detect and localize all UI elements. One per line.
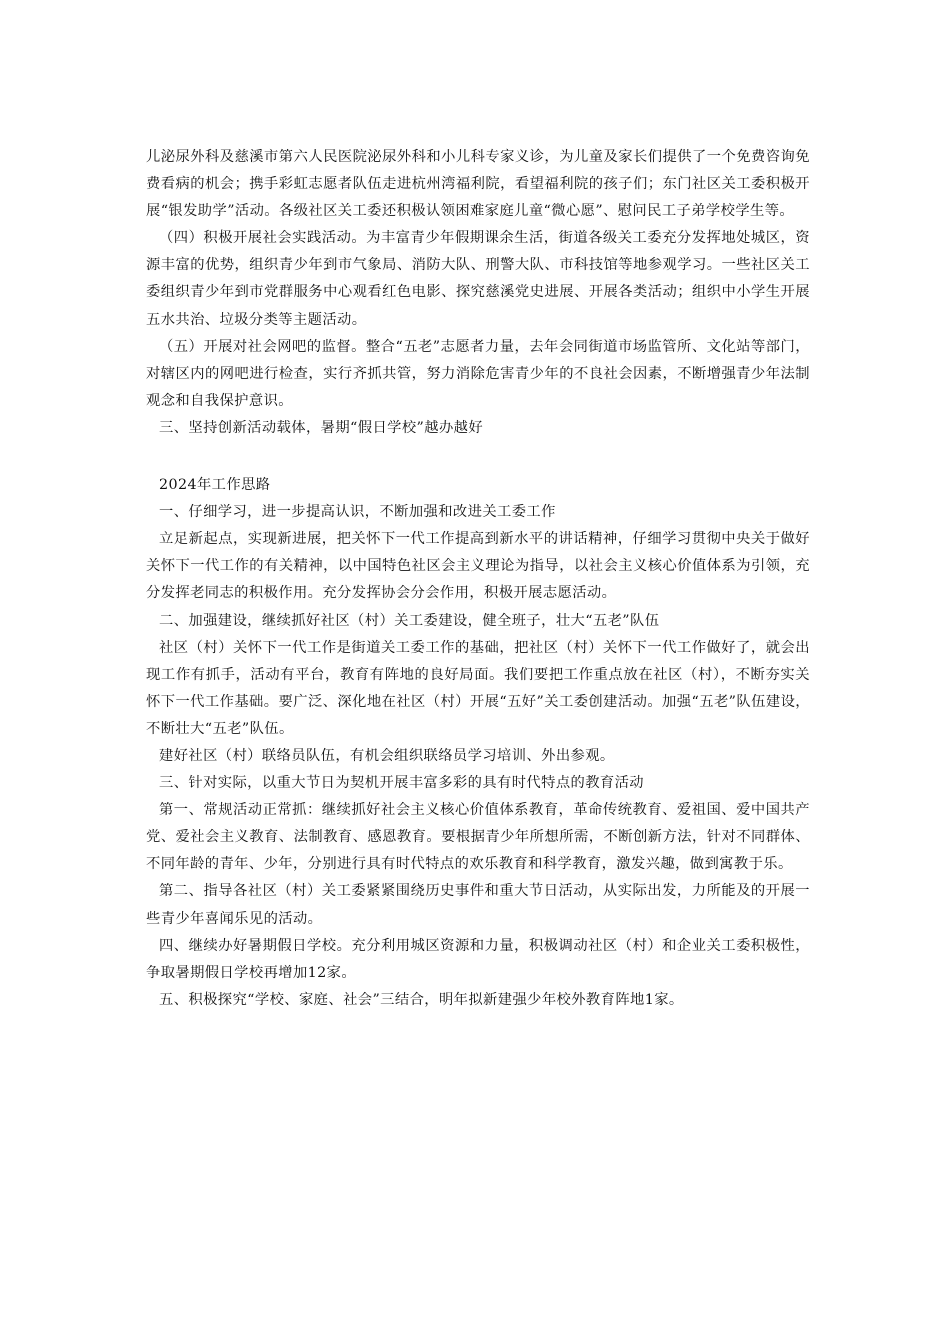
heading-festival-activities: 三、针对实际，以重大节日为契机开展丰富多彩的具有时代特点的教育活动	[159, 775, 644, 792]
section-spacer	[146, 442, 810, 472]
paragraph-liaison-team: 建好社区（村）联络员队伍，有机会组织联络员学习培训、外出参观。	[159, 747, 615, 764]
paragraph-summer-school: 四、继续办好暑期假日学校。充分利用城区资源和力量，积极调动社区（村）和企业关工委积极性，争取暑期假日学校再增加12家。	[146, 937, 810, 981]
heading-construction: 二、加强建设，继续抓好社区（村）关工委建设，健全班子，壮大“五老”队伍	[159, 612, 660, 629]
paragraph-study: 立足新起点，实现新进展，把关怀下一代工作提高到新水平的讲话精神，仔细学习贯彻中央关于做好关怀下一代工作的有关精神，以中国特色社区会主义理论为指导，以社会主义核心价值体系为引领，充分发挥老同志的积极作用。充分发挥协会分会作用，积极开展志愿活动。	[146, 531, 810, 602]
document-body	[146, 144, 810, 1014]
heading-holiday-school: 三、坚持创新活动载体，暑期“假日学校”越办越好	[159, 419, 484, 436]
paragraph-social-practice: （四）积极开展社会实践活动。为丰富青少年假期课余生活，街道各级关工委充分发挥地处城区，资源丰富的优势，组织青少年到市气象局、消防大队、刑警大队、市科技馆等地参观学习。一些社区关工委组织青少年到市党群服务中心观看红色电影、探究慈溪党史进展、开展各类活动；组织中小学生开展五水共治、垃圾分类等主题活动。	[146, 230, 810, 328]
paragraph-three-combination: 五、积极探究“学校、家庭、社会”三结合，明年拟新建强少年校外教育阵地1家。	[159, 991, 684, 1008]
paragraph-guidance: 第二、指导各社区（村）关工委紧紧围绕历史事件和重大节日活动，从实际出发，力所能及的开展一些青少年喜闻乐见的活动。	[146, 883, 810, 927]
paragraph-volunteer-clinic: 儿泌尿外科及慈溪市第六人民医院泌尿外科和小儿科专家义诊，为儿童及家长们提供了一个免费咨询免费看病的机会；携手彩虹志愿者队伍走进杭州湾福利院，看望福利院的孩子们；东门社区关工委积极开展“银发助学”活动。各级社区关工委还积极认领困难家庭儿童“微心愿”、慰问民工子弟学校学生等。	[146, 149, 810, 220]
paragraph-internet-cafe-supervision: （五）开展对社会网吧的监督。整合“五老”志愿者力量，去年会同街道市场监管所、文化站等部门，对辖区内的网吧进行检查，实行齐抓共管，努力消除危害青少年的不良社会因素，不断增强青少年法制观念和自我保护意识。	[146, 338, 810, 409]
paragraph-regular-activities: 第一、常规活动正常抓：继续抓好社会主义核心价值体系教育，革命传统教育、爱祖国、爱中国共产党、爱社会主义教育、法制教育、感恩教育。要根据青少年所想所需，不断创新方法，针对不同群体、不同年龄的青年、少年，分别进行具有时代特点的欢乐教育和科学教育，激发兴趣，做到寓教于乐。	[146, 802, 810, 873]
paragraph-construction: 社区（村）关怀下一代工作是街道关工委工作的基础，把社区（村）关怀下一代工作做好了，就会出现工作有抓手，活动有平台，教育有阵地的良好局面。我们要把工作重点放在社区（村），不断夯实关怀下一代工作基础。要广泛、深化地在社区（村）开展“五好”关工委创建活动。加强“五老”队伍建设，不断壮大“五老”队伍。	[146, 639, 810, 737]
section-title: 2024年工作思路	[159, 477, 271, 494]
heading-study: 一、仔细学习，进一步提高认识，不断加强和改进关工委工作	[159, 504, 556, 521]
